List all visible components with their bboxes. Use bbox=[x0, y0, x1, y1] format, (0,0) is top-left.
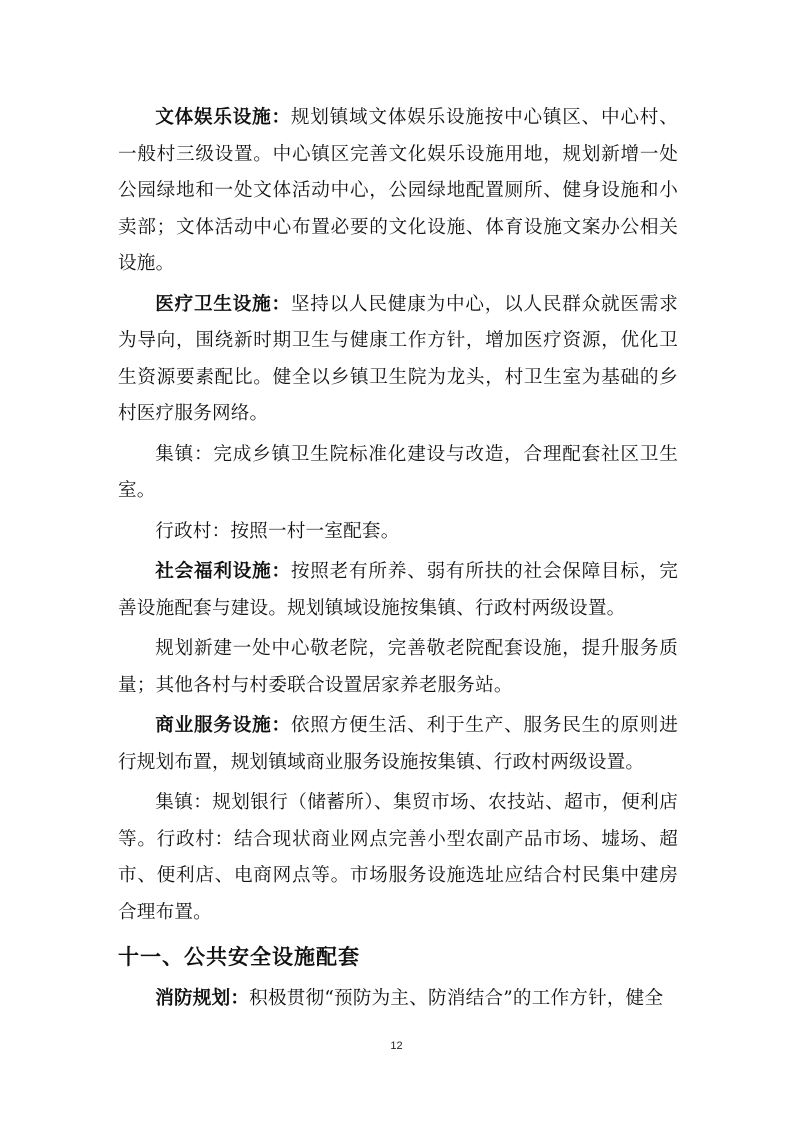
welfare-facilities-title: 社会福利设施： bbox=[155, 561, 291, 582]
paragraph-medical-facilities bbox=[118, 287, 678, 433]
commerce-facilities-text: 依照方便生活、利于生产、服务民生的原则进行规划布置，规划镇域商业服务设施按集镇、行政村两级设置。 bbox=[118, 715, 678, 773]
fire-planning-title: 消防规划： bbox=[155, 988, 250, 1009]
culture-facilities-text: 规划镇域文体娱乐设施按中心镇区、中心村、一般村三级设置。中心镇区完善文化娱乐设施用地，规划新增一处公园绿地和一处文体活动中心，公园绿地配置厕所、健身设施和小卖部；文体活动中心布置必要的文化设施、体育设施文案办公相关设施。 bbox=[118, 107, 678, 274]
medical-facilities-text: 坚持以人民健康为中心，以人民群众就医需求为导向，围绕新时期卫生与健康工作方针，增加医疗资源，优化卫生资源要素配比。健全以乡镇卫生院为龙头，村卫生室为基础的乡村医疗服务网络。 bbox=[118, 293, 678, 424]
paragraph-welfare-facilities bbox=[118, 554, 678, 627]
paragraph-culture-facilities bbox=[118, 100, 678, 283]
fire-planning-text: 积极贯彻“预防为主、防消结合”的工作方针，健全 bbox=[249, 988, 664, 1009]
culture-facilities-title: 文体娱乐设施： bbox=[155, 107, 291, 128]
page-number: 12 bbox=[390, 1040, 403, 1052]
paragraph-fire-planning bbox=[118, 981, 678, 1018]
paragraph-medical-town: 集镇：完成乡镇卫生院标准化建设与改造，合理配套社区卫生室。 bbox=[118, 443, 678, 501]
section-heading-11: 十一、公共安全设施配套 bbox=[118, 945, 360, 969]
paragraph-welfare-plan: 规划新建一处中心敬老院，完善敬老院配套设施，提升服务质量；其他各村与村委联合设置居家养老服务站。 bbox=[118, 638, 678, 696]
paragraph-commerce-facilities bbox=[118, 708, 678, 781]
medical-facilities-title: 医疗卫生设施： bbox=[155, 293, 291, 315]
paragraph-commerce-detail: 集镇：规划银行（储蓄所）、集贸市场、农技站、超市，便利店等。行政村：结合现状商业网点完善小型农副产品市场、墟场、超市、便利店、电商网点等。市场服务设施选址应结合村民集中建房合理布置。 bbox=[118, 792, 678, 923]
paragraph-medical-village: 行政村：按照一村一室配套。 bbox=[155, 520, 400, 542]
page-content bbox=[118, 100, 678, 1018]
welfare-facilities-text: 按照老有所养、弱有所扶的社会保障目标，完善设施配套与建设。规划镇域设施按集镇、行政村两级设置。 bbox=[118, 561, 678, 619]
commerce-facilities-title: 商业服务设施： bbox=[155, 715, 291, 736]
